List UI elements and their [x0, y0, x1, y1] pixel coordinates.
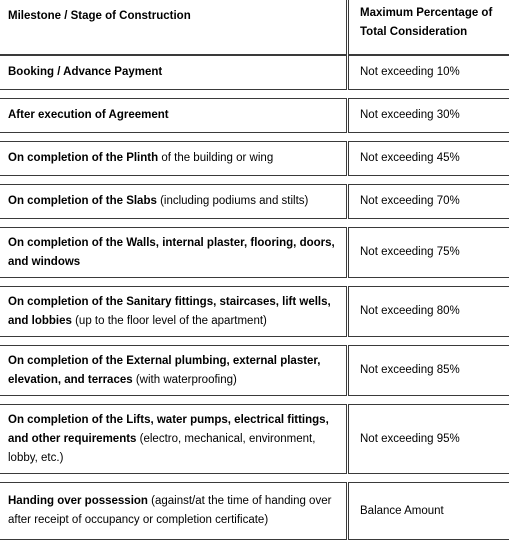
milestone-detail: (electro, mechanical, environment, lobby, etc.) [8, 432, 316, 464]
milestone-bold: Booking / Advance Payment [8, 66, 163, 78]
milestone-text [8, 106, 169, 125]
milestone-text [8, 352, 338, 390]
percentage-cell [348, 98, 509, 133]
percentage-cell [348, 482, 509, 540]
milestone-bold: On completion of the External plumbing, external plaster, elevation, and terraces [8, 354, 321, 386]
percentage-cell [348, 141, 509, 176]
milestone-header-cell [0, 0, 347, 55]
percentage-header: Maximum Percentage of Total Consideration [360, 7, 493, 38]
percentage-value: Not exceeding 85% [360, 364, 460, 376]
milestone-cell [0, 227, 347, 278]
percentage-value: Not exceeding 80% [360, 305, 460, 317]
milestone-cell [0, 404, 347, 474]
table-header-row [0, 0, 509, 55]
table-row [0, 345, 509, 396]
table-row [0, 482, 509, 540]
percentage-cell [348, 345, 509, 396]
table-row [0, 404, 509, 474]
milestone-cell [0, 184, 347, 219]
milestone-cell [0, 345, 347, 396]
milestone-bold: On completion of the Slabs [8, 195, 157, 207]
percentage-cell [348, 227, 509, 278]
percentage-value: Not exceeding 30% [360, 109, 460, 121]
milestone-bold: On completion of the Sanitary fittings, staircases, lift wells, and lobbies [8, 295, 331, 327]
milestone-detail: (up to the floor level of the apartment) [71, 314, 267, 327]
milestone-text [8, 149, 273, 168]
milestone-bold: Handing over possession [8, 495, 148, 507]
milestone-bold: After execution of Agreement [8, 109, 169, 121]
table-row [0, 55, 509, 90]
milestone-text [8, 492, 338, 530]
percentage-value: Not exceeding 10% [360, 66, 460, 78]
percentage-cell [348, 184, 509, 219]
milestone-text [8, 411, 338, 468]
percentage-header-cell [348, 0, 509, 55]
percentage-value: Not exceeding 95% [360, 432, 460, 445]
table-row [0, 286, 509, 337]
milestone-cell [0, 98, 347, 133]
milestone-detail: (including podiums and stilts) [156, 195, 309, 207]
percentage-value: Not exceeding 70% [360, 195, 460, 207]
percentage-value: Not exceeding 45% [360, 152, 460, 164]
milestone-text [8, 63, 162, 82]
table-row [0, 227, 509, 278]
milestone-bold: On completion of the Walls, internal plaster, flooring, doors, and windows [8, 236, 335, 268]
milestone-detail: (with waterproofing) [132, 373, 237, 386]
percentage-cell [348, 55, 509, 90]
milestone-cell [0, 55, 347, 90]
percentage-cell [348, 286, 509, 337]
milestone-bold: On completion of the Plinth [8, 152, 159, 164]
table-row [0, 98, 509, 133]
milestone-cell [0, 482, 347, 540]
table-row [0, 141, 509, 176]
table-row [0, 184, 509, 219]
percentage-value: Balance Amount [360, 504, 444, 517]
milestone-header: Milestone / Stage of Construction [8, 10, 191, 22]
milestone-cell [0, 141, 347, 176]
milestone-cell [0, 286, 347, 337]
milestone-detail: (against/at the time of handing over after receipt of occupancy or completion certificate) [8, 495, 332, 526]
milestone-detail: of the building or wing [158, 152, 274, 164]
milestone-text [8, 234, 338, 272]
percentage-value: Not exceeding 75% [360, 246, 460, 258]
milestone-text [8, 192, 308, 211]
percentage-cell [348, 404, 509, 474]
milestone-text [8, 293, 338, 331]
milestone-bold: On completion of the Lifts, water pumps, electrical fittings, and other requirements [8, 413, 329, 445]
